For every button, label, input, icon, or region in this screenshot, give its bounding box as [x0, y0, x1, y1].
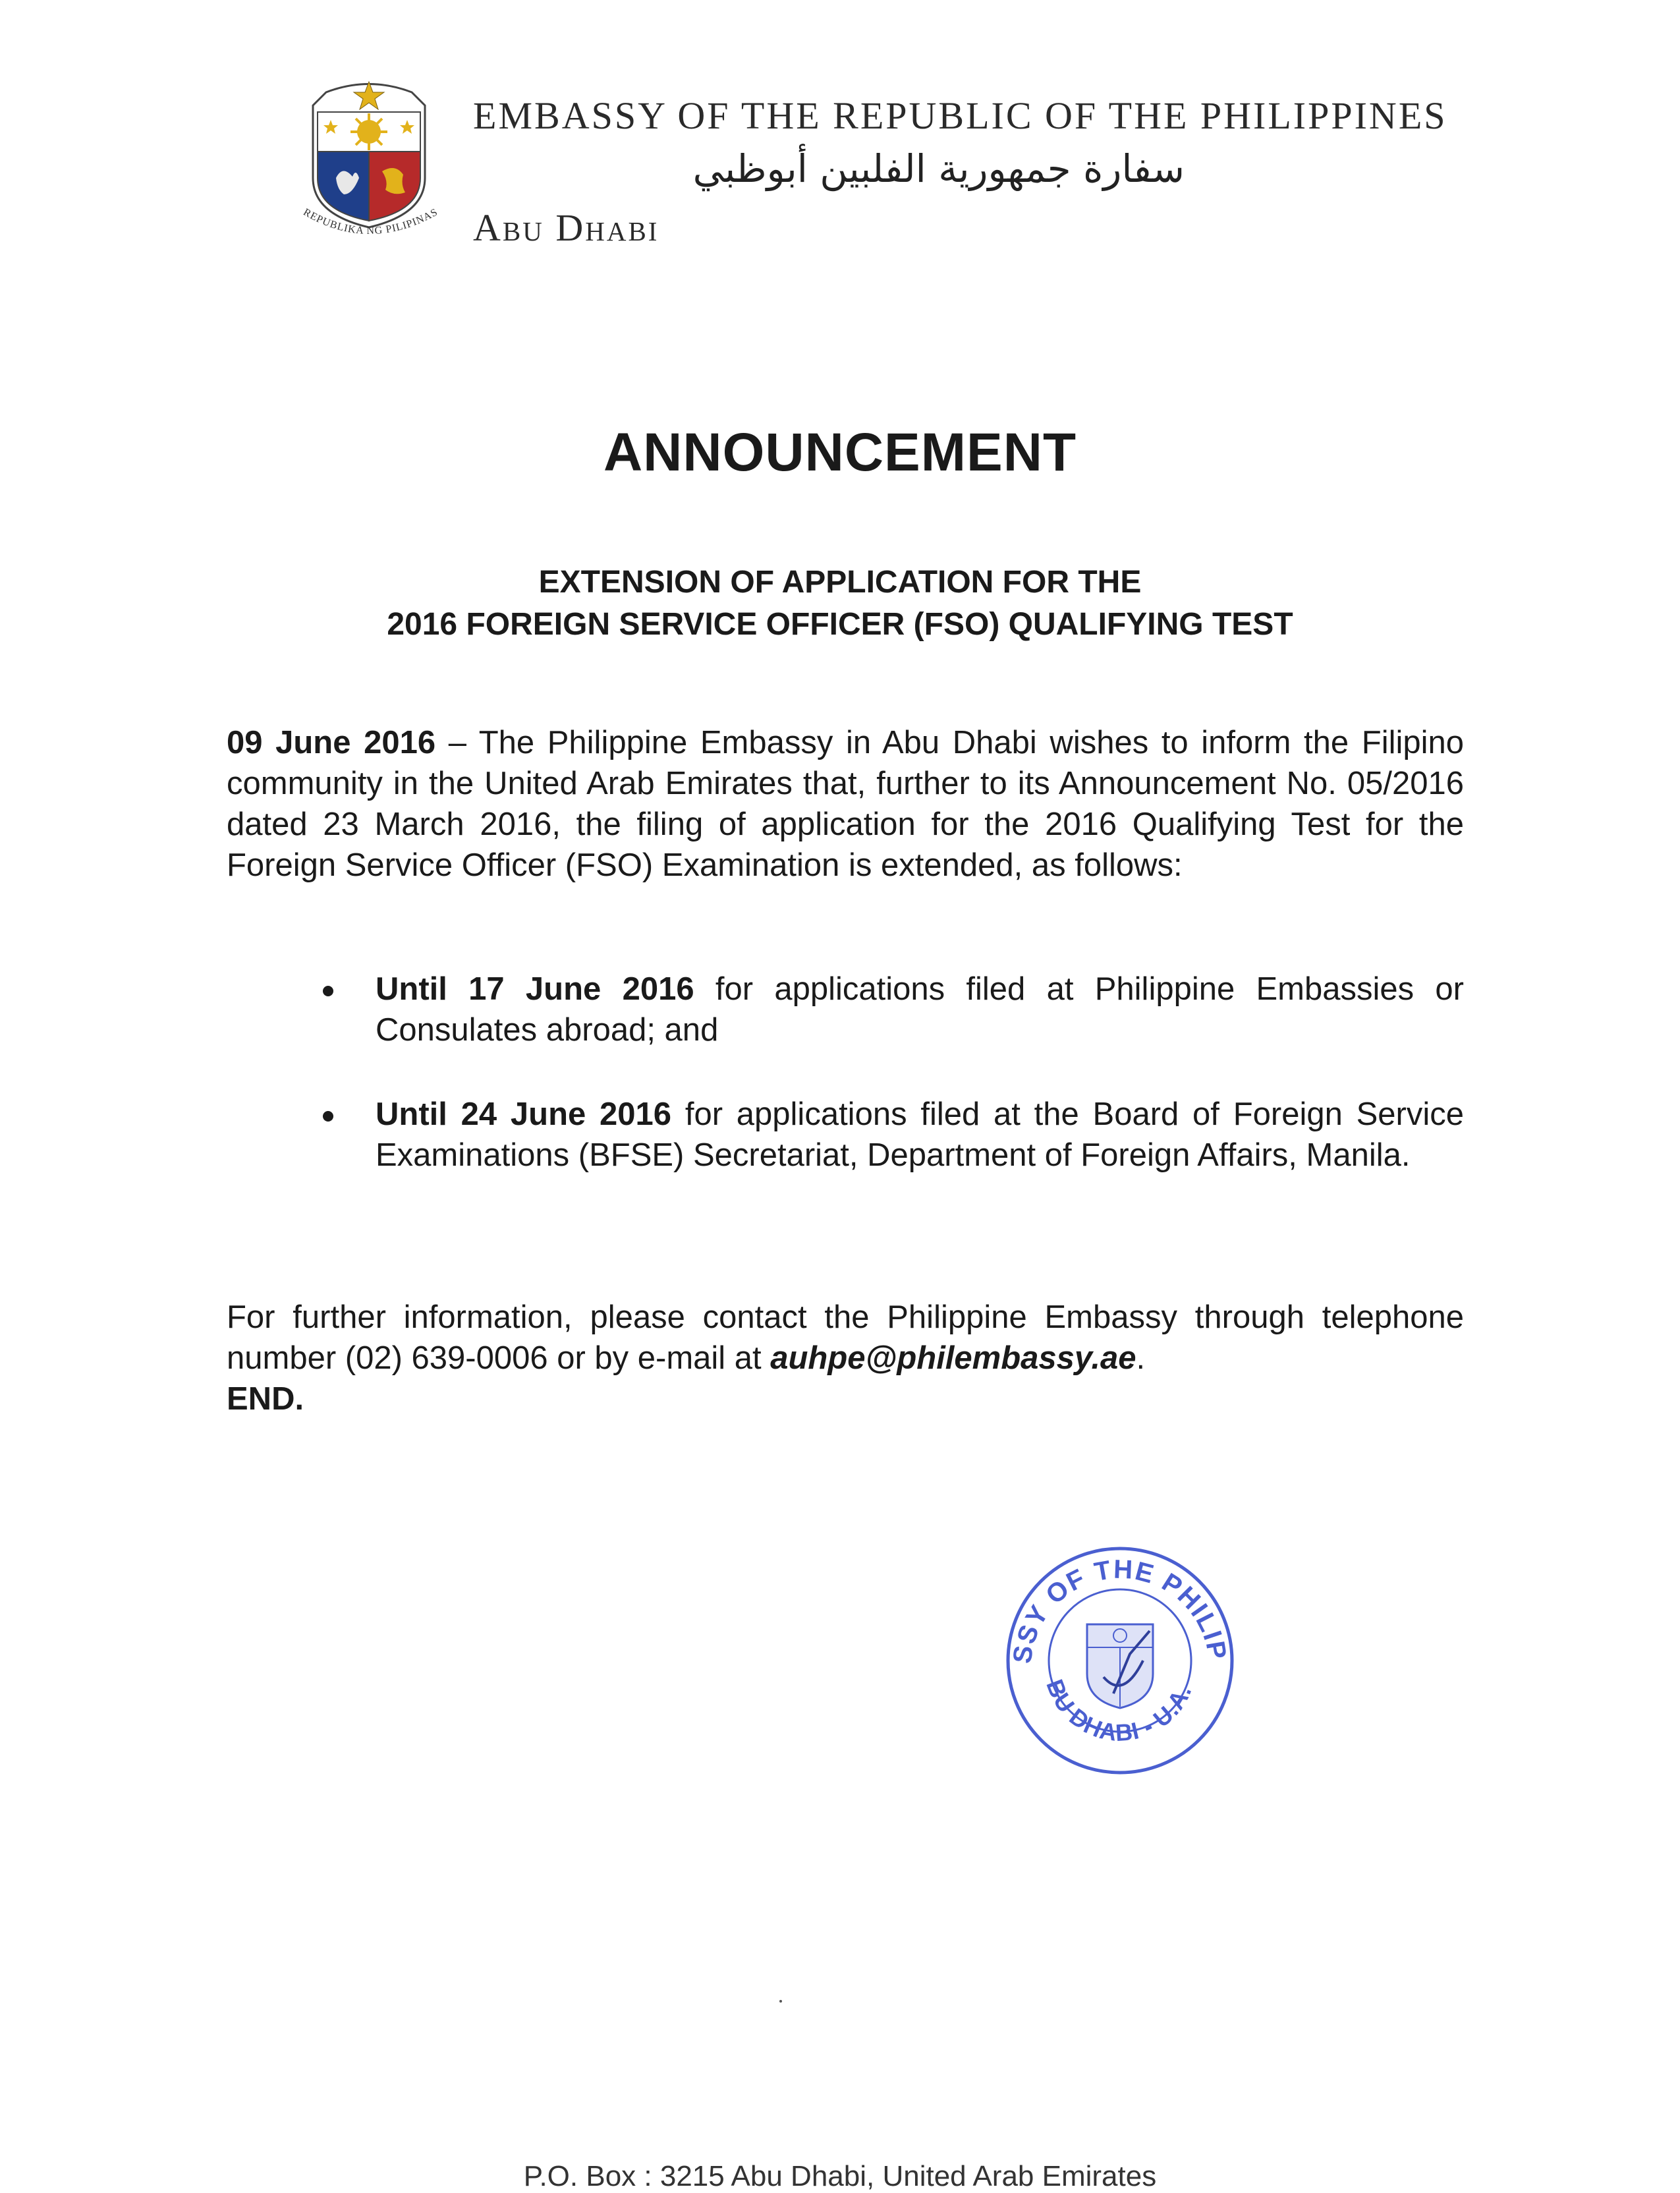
embassy-name-part: P — [1200, 94, 1224, 137]
embassy-city: Abu Dhabi — [473, 206, 659, 249]
deadline-text: for applications filed at Philippine Embassies or Consulates abroad; and — [376, 971, 1464, 1048]
embassy-name-part: EPUBLIC OF THE — [860, 94, 1200, 137]
intro-paragraph — [227, 722, 1464, 886]
contact-email-link[interactable]: auhpe@philembassy.ae — [770, 1340, 1136, 1376]
deadline-item — [315, 969, 1464, 1050]
embassy-name-part: R — [833, 94, 860, 137]
scan-dot — [779, 2000, 782, 2003]
stamp-bottom-text: BU DHABI - U.A. — [1041, 1676, 1197, 1747]
bullet-icon — [323, 986, 333, 996]
deadline-item — [315, 1094, 1464, 1176]
deadline-list — [315, 969, 1464, 1219]
contact-paragraph — [227, 1297, 1464, 1419]
seal-ribbon-text: REPUBLIKA NG PILIPINAS — [301, 206, 440, 237]
subtitle-line-1: EXTENSION OF APPLICATION FOR THE — [538, 565, 1142, 600]
end-mark: END. — [227, 1381, 304, 1417]
embassy-name-part: HILIPPINES — [1223, 94, 1447, 137]
stamp-top-text: SSY OF THE PHILIP — [1007, 1554, 1232, 1665]
footer-address: P.O. Box : 3215 Abu Dhabi, United Arab Emirates — [523, 2160, 1157, 2192]
embassy-name-part: MBASSY OF THE — [498, 94, 833, 137]
embassy-official-stamp — [998, 1535, 1242, 1779]
intro-date: 09 June 2016 — [227, 725, 436, 760]
intro-text: – The Philippine Embassy in Abu Dhabi wishes to inform the Filipino community in the United Arab Emirates that, further to its Announcement No. 05/2016 dated 23 March 2016, the filing of application for the 2016 Qualifying Test for the Foreign Service Officer (FSO) Examination is extended, as follows: — [227, 725, 1464, 883]
deadline-date: Until 17 June 2016 — [376, 971, 694, 1007]
announcement-title: ANNOUNCEMENT — [603, 422, 1077, 482]
deadline-text: for applications filed at the Board of Foreign Service Examinations (BFSE) Secretariat, Department of Foreign Affairs, Manila. — [376, 1096, 1465, 1173]
contact-text: For further information, please contact the Philippine Embassy through telephone number (02) 639-0006 or by e-mail at — [227, 1299, 1464, 1376]
bullet-icon — [323, 1111, 333, 1122]
announcement-subtitle — [0, 561, 1680, 646]
embassy-name-part: E — [473, 94, 499, 137]
subtitle-line-2: 2016 FOREIGN SERVICE OFFICER (FSO) QUALIFYING TEST — [387, 607, 1293, 642]
embassy-seal-logo — [290, 79, 448, 257]
embassy-name-english — [473, 94, 1447, 138]
embassy-name-arabic: سفارة جمهورية الفلبين أبوظبي — [692, 146, 1185, 191]
deadline-date: Until 24 June 2016 — [376, 1096, 672, 1132]
contact-period: . — [1136, 1340, 1146, 1376]
